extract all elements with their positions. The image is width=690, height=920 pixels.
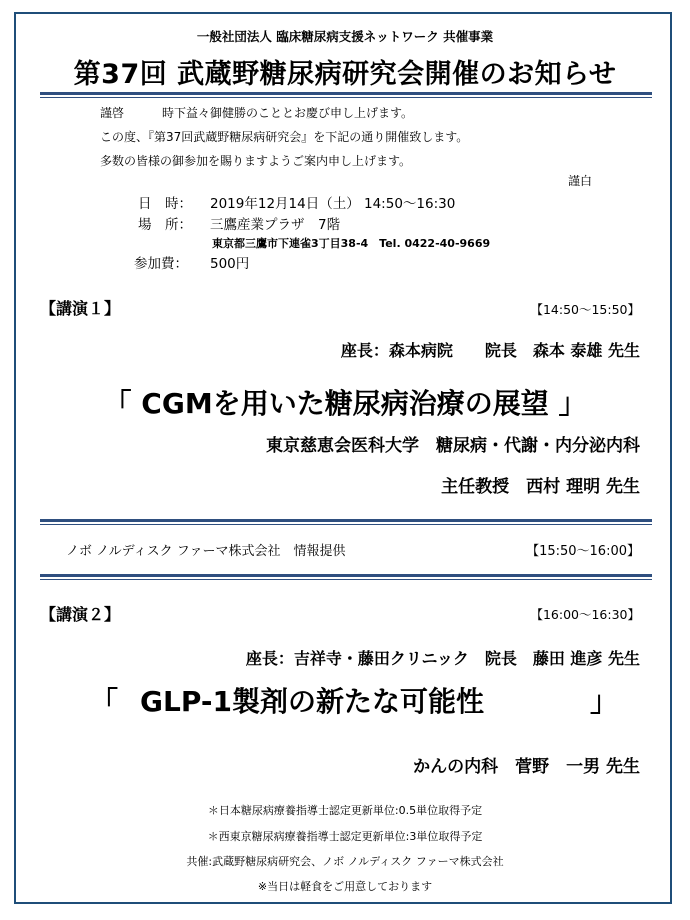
- intro-line-2: この度、『第37回武蔵野糖尿病研究会』を下記の通り開催致します。: [100, 130, 469, 144]
- info-rule-top: [40, 519, 652, 522]
- place-address: 東京都三鷹市下連雀3丁目38-4 Tel. 0422-40-9669: [212, 237, 491, 250]
- info-rule-bottom: [40, 574, 652, 577]
- lecture2-label: 【講演２】: [40, 605, 121, 624]
- lecture1-time: 【14:50～15:50】: [530, 302, 640, 317]
- intro-line-1: 時下益々御健勝のこととお慶び申し上げます。: [162, 106, 414, 120]
- meal-note: ※当日は軽食をご用意しております: [257, 880, 433, 893]
- lecture2-speaker: かんの内科 菅野 一男 先生: [413, 757, 640, 777]
- info-rule-top-thin: [40, 524, 652, 525]
- credit-note-2: ＊西東京糖尿病療養指導士認定更新単位:3単位取得予定: [207, 830, 483, 843]
- organizer-line: 一般社団法人 臨床糖尿病支援ネットワーク 共催事業: [196, 29, 494, 44]
- place-value: 三鷹産業プラザ 7階: [210, 217, 341, 233]
- fee-value: 500円: [210, 256, 250, 272]
- intro-line-3: 多数の皆様の御参加を賜りますようご案内申し上げます。: [100, 154, 412, 168]
- intro-keigo: 謹啓: [100, 106, 125, 120]
- lecture1-affiliation: 東京慈恵会医科大学 糖尿病・代謝・内分泌内科: [266, 436, 640, 456]
- date-value: 2019年12月14日（土） 14:50～16:30: [210, 196, 456, 212]
- lecture1-speaker: 主任教授 西村 理明 先生: [441, 477, 640, 497]
- date-label: 日 時：: [138, 196, 192, 212]
- page-title: 第37回 武蔵野糖尿病研究会開催のお知らせ: [73, 59, 617, 90]
- info-time: 【15:50～16:00】: [526, 544, 640, 559]
- fee-label: 参加費：: [134, 256, 188, 272]
- credit-note-1: ＊日本糖尿病療養指導士認定更新単位:0.5単位取得予定: [207, 804, 483, 817]
- title-rule: [40, 92, 652, 95]
- lecture1-chair: 座長：森本病院 院長 森本 泰雄 先生: [340, 341, 640, 360]
- lecture2-title: GLP-1製剤の新たな可能性: [140, 685, 484, 718]
- cohost-note: 共催:武蔵野糖尿病研究会、ノボ ノルディスク ファーマ株式会社: [186, 855, 504, 868]
- info-text: ノボ ノルディスク ファーマ株式会社 情報提供: [66, 544, 346, 559]
- lecture2-title-close: 」: [590, 685, 619, 718]
- place-label: 場 所：: [138, 217, 192, 233]
- lecture2-chair: 座長：吉祥寺・藤田クリニック 院長 藤田 進彦 先生: [245, 649, 640, 668]
- lecture2-title-open: 「: [90, 685, 119, 718]
- lecture1-title: 「 CGMを用いた糖尿病治療の展望 」: [103, 387, 587, 420]
- intro-closing: 謹白: [568, 174, 593, 188]
- lecture2-time: 【16:00～16:30】: [530, 607, 640, 622]
- title-rule-thin: [40, 97, 652, 98]
- lecture1-label: 【講演１】: [40, 299, 121, 318]
- info-rule-bottom-thin: [40, 579, 652, 580]
